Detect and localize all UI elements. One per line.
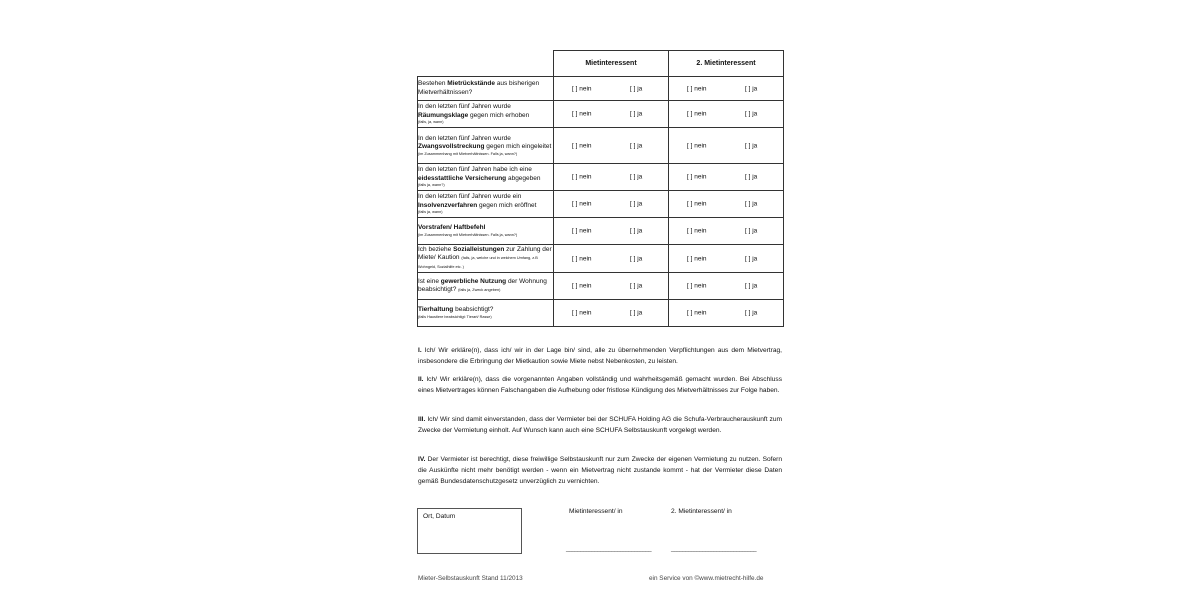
checkbox-nein[interactable]: [ ] nein [572, 173, 592, 181]
checkbox-nein[interactable]: [ ] nein [572, 142, 592, 149]
table-row [418, 191, 784, 218]
checkbox-nein[interactable]: [ ] nein [687, 282, 707, 290]
header-tenant-2: 2. Mietinteressent [669, 51, 784, 77]
checkbox-ja[interactable]: [ ] ja [745, 173, 758, 181]
tenant-2-answer-cell [669, 191, 784, 218]
question-text-pre: Ich beziehe [418, 245, 454, 253]
tenant-1-answer-cell [554, 273, 669, 300]
checkbox-ja[interactable]: [ ] ja [745, 255, 758, 262]
checkbox-nein[interactable]: [ ] nein [572, 282, 592, 290]
declaration-1 [418, 345, 782, 367]
checkbox-ja[interactable]: [ ] ja [630, 110, 643, 118]
tenant-1-signature-label: Mietinteressent/ in [569, 508, 623, 515]
checkbox-nein[interactable]: [ ] nein [687, 85, 707, 92]
checkbox-ja[interactable]: [ ] ja [745, 282, 758, 290]
question-keyword: Räumungsklage [418, 111, 469, 119]
question-keyword: Tierhaltung [418, 306, 454, 314]
tenant-1-answer-cell [554, 164, 669, 191]
tenant-2-answer-cell [669, 164, 784, 191]
question-label [418, 128, 554, 164]
tenant-1-answer-cell [554, 77, 669, 101]
question-note: (falls ja, wann?) [418, 183, 445, 187]
question-note: (im Zusammenhang mit Mietverhältnissen. Falls ja, wann?) [418, 151, 518, 156]
question-note: (falls ja, wann) [418, 210, 443, 214]
question-text-pre: In den letzten fünf Jahren habe ich eine [418, 166, 532, 173]
question-text-post: abgegeben [506, 174, 541, 182]
tenant-2-answer-cell [669, 77, 784, 101]
checkbox-nein[interactable]: [ ] nein [572, 85, 592, 92]
question-keyword: Zwangsvollstreckung [418, 143, 485, 150]
question-note: (falls, ja, wann) [418, 120, 444, 124]
header-tenant-1: Mietinteressent [554, 51, 669, 77]
question-keyword: Insolvenzverfahren [418, 201, 478, 209]
question-note: (im Zusammenhang mit Mietverhältnissen. Falls ja, wann?) [418, 232, 518, 237]
tenant-1-answer-cell [554, 245, 669, 273]
question-note: (falls Haustiere beabsichtigt: Tierart/ Rasse) [418, 314, 492, 319]
table-header-row [418, 51, 784, 77]
tenant-1-answer-cell [554, 128, 669, 164]
tenant-2-answer-cell [669, 245, 784, 273]
declaration-2 [418, 374, 782, 396]
tenant-2-answer-cell [669, 128, 784, 164]
question-label [418, 300, 554, 327]
checkbox-ja[interactable]: [ ] ja [630, 142, 643, 149]
checkbox-nein[interactable]: [ ] nein [572, 110, 592, 118]
question-note: (falls, ja, welche und in welchem Umfang, z.B Wohngeld, Sozialhilfe etc. ) [418, 256, 538, 269]
question-label [418, 273, 554, 300]
question-text-post: gegen mich erhoben [468, 111, 530, 119]
checkbox-nein[interactable]: [ ] nein [572, 255, 592, 262]
checkbox-nein[interactable]: [ ] nein [687, 110, 707, 118]
tenant-1-answer-cell [554, 101, 669, 128]
checkbox-ja[interactable]: [ ] ja [630, 282, 643, 290]
question-keyword: Mietrückstände [447, 80, 495, 87]
table-row [418, 77, 784, 101]
checkbox-nein[interactable]: [ ] nein [687, 173, 707, 181]
question-keyword: gewerbliche Nutzung [440, 277, 507, 285]
checkbox-nein[interactable]: [ ] nein [687, 142, 707, 149]
checkbox-ja[interactable]: [ ] ja [745, 227, 758, 235]
checkbox-ja[interactable]: [ ] ja [630, 85, 643, 92]
declaration-2-number: II. [418, 376, 424, 383]
table-row [418, 245, 784, 273]
declaration-3 [418, 414, 782, 436]
tenant-1-answer-cell [554, 218, 669, 245]
table-row [418, 300, 784, 327]
checkbox-nein[interactable]: [ ] nein [687, 200, 707, 208]
question-text-post: der Wohnung beabsichtigt? [418, 277, 547, 293]
declaration-4-text: Der Vermieter ist berechtigt, diese freiwillige Selbstauskunft nur zum Zwecke der eigenen Vermietung zu nutzen. Sofern die Auskünfte nicht mehr benötigt werden - wenn ein Mietvertrag nicht zustande kommt - hat der Vermieter diese Daten gemäß Bundesdatenschutzgesetz unverzüglich zu vernichten. [418, 456, 782, 485]
tenant-1-answer-cell [554, 300, 669, 327]
checkbox-ja[interactable]: [ ] ja [630, 173, 643, 181]
checkbox-ja[interactable]: [ ] ja [630, 200, 643, 208]
tenant-2-answer-cell [669, 218, 784, 245]
question-text-pre: In den letzten fünf Jahren wurde ein [418, 193, 522, 200]
footer-right: ein Service von ©www.mietrecht-hilfe.de [649, 575, 764, 582]
place-date-box[interactable] [417, 508, 522, 554]
table-row [418, 101, 784, 128]
questionnaire-body [418, 77, 784, 327]
tenant-2-answer-cell [669, 273, 784, 300]
question-label [418, 191, 554, 218]
declaration-4 [418, 454, 782, 487]
tenant-2-answer-cell [669, 101, 784, 128]
checkbox-ja[interactable]: [ ] ja [630, 255, 643, 262]
table-row [418, 273, 784, 300]
declaration-3-number: III. [418, 416, 426, 423]
question-keyword: Sozialleistungen [453, 245, 505, 253]
question-text-post: zur Zahlung der Miete/ Kaution [418, 245, 552, 262]
question-label [418, 245, 554, 273]
question-keyword: eidesstattliche Versicherung [418, 174, 507, 182]
checkbox-nein[interactable]: [ ] nein [572, 227, 592, 235]
place-date-label: Ort, Datum [423, 513, 456, 520]
checkbox-nein[interactable]: [ ] nein [687, 309, 707, 317]
declaration-3-text: Ich/ Wir sind damit einverstanden, dass der Vermieter bei der SCHUFA Holding AG die Schufa-Verbraucherauskunft zum Zwecke der Vermietung einholt. Auf Wunsch kann auch eine SCHUFA Selbstauskunft vorgelegt werden. [418, 416, 782, 434]
header-blank-cell [418, 51, 554, 77]
declaration-2-text: Ich/ Wir erkläre(n), dass die vorgenannten Angaben vollständig und wahrheitsgemäß gemacht wurden. Bei Abschluss eines Mietvertrages können Falschangaben die Aufhebung oder fristlose Kündigung des Mietverhältnisses zur Folge haben. [418, 376, 782, 394]
checkbox-ja[interactable]: [ ] ja [745, 142, 758, 149]
checkbox-ja[interactable]: [ ] ja [745, 110, 758, 118]
checkbox-nein[interactable]: [ ] nein [687, 255, 707, 262]
question-keyword: Vorstrafen/ Haftbefehl [418, 224, 486, 232]
checkbox-ja[interactable]: [ ] ja [745, 85, 758, 92]
tenant-1-answer-cell [554, 191, 669, 218]
question-label [418, 101, 554, 128]
question-text-pre: Bestehen [418, 80, 448, 87]
table-row [418, 218, 784, 245]
footer-left: Mieter-Selbstauskunft Stand 11/2013 [418, 575, 523, 582]
checkbox-ja[interactable]: [ ] ja [745, 200, 758, 208]
question-label [418, 164, 554, 191]
question-text-post: gegen mich eingeleitet [484, 143, 552, 150]
declaration-4-number: IV. [418, 456, 426, 463]
tenant-1-signature-line[interactable]: ______________________________ [566, 546, 652, 552]
question-text-post: beabsichtigt? [453, 306, 494, 314]
checkbox-ja[interactable]: [ ] ja [630, 309, 643, 317]
checkbox-nein[interactable]: [ ] nein [687, 227, 707, 235]
question-text-post: gegen mich eröffnet [477, 201, 537, 209]
declaration-1-text: Ich/ Wir erkläre(n), dass ich/ wir in der Lage bin/ sind, alle zu übernehmenden Verpflichtungen aus dem Mietvertrag, insbesondere die Erbringung der Mietkaution sowie Miete nebst Nebenkosten, zu leisten. [418, 347, 782, 365]
question-text-pre: Ist eine [418, 277, 441, 285]
table-row [418, 128, 784, 164]
question-label [418, 77, 554, 101]
checkbox-nein[interactable]: [ ] nein [572, 309, 592, 317]
question-label [418, 218, 554, 245]
tenant-2-signature-label: 2. Mietinteressent/ in [671, 508, 732, 515]
question-note: (falls ja, Zweck angeben) [458, 288, 501, 292]
question-text-post: aus bisherigen Mietverhältnissen? [418, 80, 540, 96]
table-row [418, 164, 784, 191]
tenant-2-signature-line[interactable]: ______________________________ [671, 546, 757, 552]
questionnaire-table [417, 50, 784, 327]
question-text-pre: In den letzten fünf Jahren wurde [418, 134, 511, 142]
tenant-2-answer-cell [669, 300, 784, 327]
checkbox-nein[interactable]: [ ] nein [572, 200, 592, 208]
checkbox-ja[interactable]: [ ] ja [630, 227, 643, 235]
declaration-1-number: I. [418, 347, 422, 354]
checkbox-ja[interactable]: [ ] ja [745, 309, 758, 317]
question-text-pre: In den letzten fünf Jahren wurde [418, 103, 511, 110]
